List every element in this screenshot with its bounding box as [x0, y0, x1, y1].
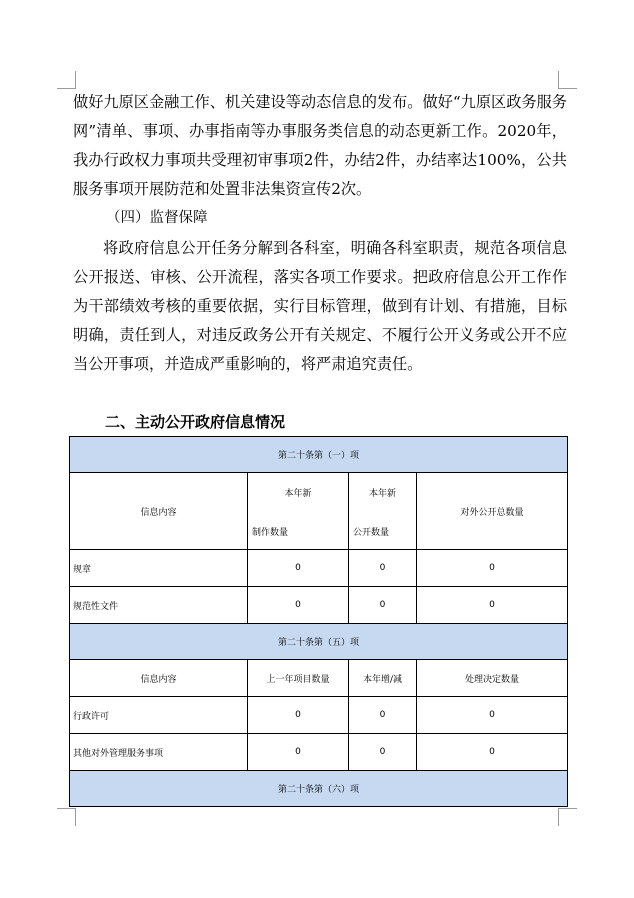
header-prev-year-count: 上一年项目数量 [248, 660, 349, 697]
header-new-made-line1: 本年新 [284, 489, 312, 499]
header-new-published-line1: 本年新 [368, 489, 396, 499]
paragraph-supervision: 将政府信息公开任务分解到各科室，明确各科室职责，规范各项信息公开报送、审核、公开流程，落实各项工作要求。把政府信息公开工作作为干部绩效考核的重要依据，实行目标管理，做到有计划、有措施，目标明确，责任到人，对违反政务公开有关规定、不履行公开义务或公开不应当公开事项，并造成严重影响的，将严肃追究责任。 [73, 239, 567, 373]
row-value: 0 [248, 734, 349, 771]
row-label: 规范性文件 [70, 587, 248, 624]
heading-active-disclosure: 二、主动公开政府信息情况 [105, 413, 286, 431]
header-new-published [349, 473, 417, 550]
crop-mark-bottom-left-h [57, 808, 75, 809]
header-change: 本年增/减 [349, 660, 417, 697]
header-new-made-line2: 制作数量 [252, 528, 289, 538]
disclosure-table [69, 436, 568, 807]
table-row [70, 697, 568, 734]
header-total-published: 对外公开总数量 [417, 473, 568, 550]
row-value: 0 [349, 734, 417, 771]
row-label: 其他对外管理服务事项 [70, 734, 248, 771]
header-info-content: 信息内容 [70, 660, 248, 697]
crop-mark-bottom-left-v [75, 808, 76, 826]
table-row [70, 550, 568, 587]
header-new-published-line2: 公开数量 [353, 528, 390, 538]
section-title: 第二十条第（六）项 [70, 771, 568, 807]
row-value: 0 [417, 734, 568, 771]
table-header-row [70, 473, 568, 550]
header-new-made [248, 473, 349, 550]
row-value: 0 [417, 697, 568, 734]
section-title: 第二十条第（一）项 [70, 437, 568, 473]
row-value: 0 [417, 550, 568, 587]
row-value: 0 [349, 587, 417, 624]
row-value: 0 [349, 697, 417, 734]
crop-mark-bottom-right-v [558, 808, 559, 826]
table-header-row [70, 660, 568, 697]
table-row [70, 734, 568, 771]
row-value: 0 [417, 587, 568, 624]
section-header-row [70, 437, 568, 473]
row-value: 0 [349, 550, 417, 587]
header-decision-count: 处理决定数量 [417, 660, 568, 697]
paragraph-service-info: 做好九原区金融工作、机关建设等动态信息的发布。做好“九原区政务服务网”清单、事项、办事指南等办事服务类信息的动态更新工作。2020年，我办行政权力事项共受理初审事项2件，办结2件，办结率达100%，公共服务事项开展防范和处置非法集资宣传2次。 [73, 93, 567, 198]
section-header-row [70, 771, 568, 807]
section-header-row [70, 624, 568, 660]
section-title: 第二十条第（五）项 [70, 624, 568, 660]
row-value: 0 [248, 697, 349, 734]
row-value: 0 [248, 587, 349, 624]
row-label: 行政许可 [70, 697, 248, 734]
row-value: 0 [248, 550, 349, 587]
crop-mark-top-right-v [558, 71, 559, 89]
crop-mark-top-left-v [75, 71, 76, 89]
crop-mark-bottom-right-h [559, 808, 577, 809]
heading-supervision: （四）监督保障 [106, 210, 208, 226]
row-label: 规章 [70, 550, 248, 587]
header-info-content: 信息内容 [70, 473, 248, 550]
table-row [70, 587, 568, 624]
